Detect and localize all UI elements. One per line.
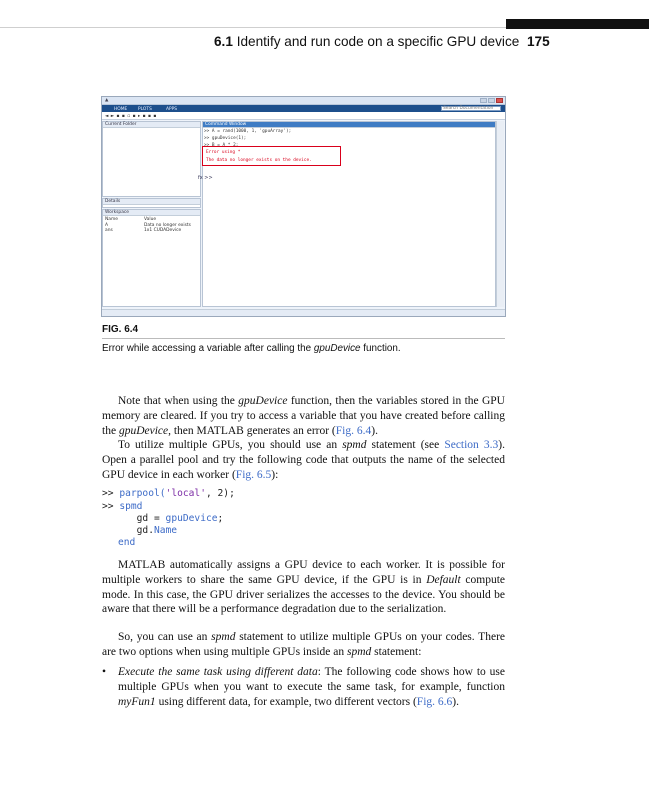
- text: To utilize multiple GPUs, you should use an: [118, 439, 343, 451]
- close-icon[interactable]: [496, 98, 503, 103]
- details-title: Details: [103, 199, 200, 205]
- error-highlight-box: [202, 146, 341, 166]
- figure-link[interactable]: Fig. 6.6: [416, 695, 453, 708]
- workspace-header-name: Name: [105, 217, 118, 222]
- matlab-logo-icon: ▲: [105, 98, 109, 103]
- caption-text: Error while accessing a variable after calling the: [102, 343, 314, 354]
- text: MATLAB automatically assigns a GPU device to each worker. It is possible for multiple workers to share the same GPU device, if the GPU is in: [102, 559, 505, 586]
- command-window-title: Command Window: [203, 122, 495, 128]
- code-keyword: spmd: [119, 501, 143, 512]
- text: statement (see: [366, 439, 445, 451]
- code-keyword: end: [118, 537, 136, 548]
- toolbar-icons: ◄ ► ▪ ▪ ▫ ▪ ▸ ▪ ▪ ▪: [105, 113, 157, 119]
- text: ):: [271, 468, 279, 481]
- text: compute mode. In this case, the GPU driver serializes the accesses to the device. You should be aware that there will be a performance degradation due to the serialization.: [102, 573, 506, 616]
- bullet-item: [102, 665, 505, 709]
- text: ).: [371, 424, 378, 437]
- caption-rule: [102, 338, 505, 339]
- minimize-icon[interactable]: [480, 98, 487, 103]
- running-header: [214, 34, 519, 49]
- figure-label: FIG. 6.4: [102, 324, 139, 335]
- current-folder-panel: [102, 121, 201, 197]
- matlab-screenshot: [101, 96, 506, 317]
- text: statement:: [371, 645, 422, 658]
- code-property: Name: [153, 525, 178, 536]
- tab-home[interactable]: HOME: [114, 106, 128, 112]
- text: : The following code shows how to use multiple GPUs when you want to execute the same task, for example, function: [118, 666, 505, 693]
- code-prompt: >>: [102, 501, 120, 512]
- text: ). Open a parallel pool and try the following code that outputs the name of the selected GPU device in each worker (: [102, 439, 505, 481]
- search-input[interactable]: Search Documentation: [441, 106, 501, 111]
- code-function: gpuDevice: [165, 513, 218, 524]
- bullet-text: [118, 665, 505, 709]
- caption-function: gpuDevice: [313, 343, 361, 354]
- paragraph: [102, 438, 505, 482]
- window-controls: [480, 98, 503, 103]
- header-rule: [0, 27, 506, 28]
- figure-link[interactable]: Fig. 6.4: [335, 424, 372, 437]
- text: ).: [452, 695, 459, 708]
- code-prompt: >>: [102, 488, 120, 499]
- text: statement to utilize multiple GPUs on your codes. There are two options when using multiple GPUs inside an: [102, 631, 505, 658]
- workspace-row-value: 1x1 CUDADevice: [144, 228, 182, 233]
- text: using different data, for example, two different vectors (: [155, 695, 417, 708]
- paragraph: [102, 630, 505, 660]
- workspace-row-name[interactable]: ans: [105, 228, 113, 233]
- details-panel: [102, 198, 201, 208]
- current-folder-title: Current Folder: [103, 122, 200, 128]
- code-line: [102, 501, 142, 513]
- tab-plots[interactable]: PLOTS: [138, 106, 152, 112]
- status-bar: [102, 309, 505, 316]
- vertical-scrollbar[interactable]: [496, 121, 504, 307]
- text: So, you can use an: [118, 631, 212, 643]
- keyword: spmd: [342, 439, 367, 451]
- ribbon: [102, 105, 505, 112]
- code-text: gd.: [102, 525, 154, 536]
- error-message: The data no longer exists on the device.: [206, 158, 312, 163]
- maximize-icon[interactable]: [488, 98, 495, 103]
- figure-link[interactable]: Fig. 6.5: [235, 468, 272, 481]
- section-link[interactable]: Section 3.3: [444, 439, 499, 451]
- code-function: parpool(: [119, 488, 166, 499]
- workspace-title: Workspace: [103, 210, 200, 216]
- code-text: gd =: [102, 513, 166, 524]
- section-number: 6.1: [214, 34, 233, 49]
- paragraph: [102, 394, 505, 438]
- function-name: myFun1: [118, 695, 156, 708]
- paragraph: [102, 558, 505, 617]
- code-line: [102, 525, 177, 537]
- command-line: >> B = A * 2;: [204, 143, 239, 148]
- page-number: 175: [527, 34, 550, 49]
- text: function, then the variables stored in the GPU memory are cleared. If you try to access a variable that you have created before calling the: [102, 395, 505, 437]
- code-text: , 2);: [205, 488, 235, 499]
- section-title: Identify and run code on a specific GPU device: [236, 34, 520, 49]
- emphasis: Execute the same task using different data: [118, 666, 318, 678]
- figure-caption: [102, 343, 401, 354]
- command-line: >> A = rand(1000, 1, 'gpuArray');: [204, 129, 292, 134]
- window-titlebar: [102, 97, 505, 105]
- function-name: gpuDevice: [238, 395, 288, 407]
- header-bar: [506, 19, 649, 29]
- address-toolbar: [102, 112, 505, 120]
- function-name: gpuDevice: [118, 424, 169, 437]
- emphasis: Default: [426, 573, 461, 586]
- keyword: spmd: [347, 645, 372, 658]
- command-line: >> gpuDevice(1);: [204, 136, 247, 141]
- bullet-icon: •: [102, 666, 107, 678]
- caption-text: function.: [360, 343, 401, 354]
- text: , then MATLAB generates an error (: [168, 424, 336, 437]
- keyword: spmd: [211, 631, 236, 643]
- code-string: 'local': [165, 488, 206, 499]
- text: Note that when using the: [118, 395, 239, 407]
- command-prompt[interactable]: fx >>: [198, 175, 213, 181]
- error-message: Error using *: [206, 150, 241, 155]
- code-text: ;: [217, 513, 224, 524]
- tab-apps[interactable]: APPS: [166, 106, 178, 112]
- code-line: [118, 537, 135, 549]
- code-line: [102, 513, 223, 525]
- code-line: [102, 488, 235, 500]
- workspace-row-name[interactable]: A: [105, 223, 109, 228]
- workspace-header-value: Value: [144, 217, 157, 222]
- workspace-row-value: Data no longer exists: [144, 223, 191, 228]
